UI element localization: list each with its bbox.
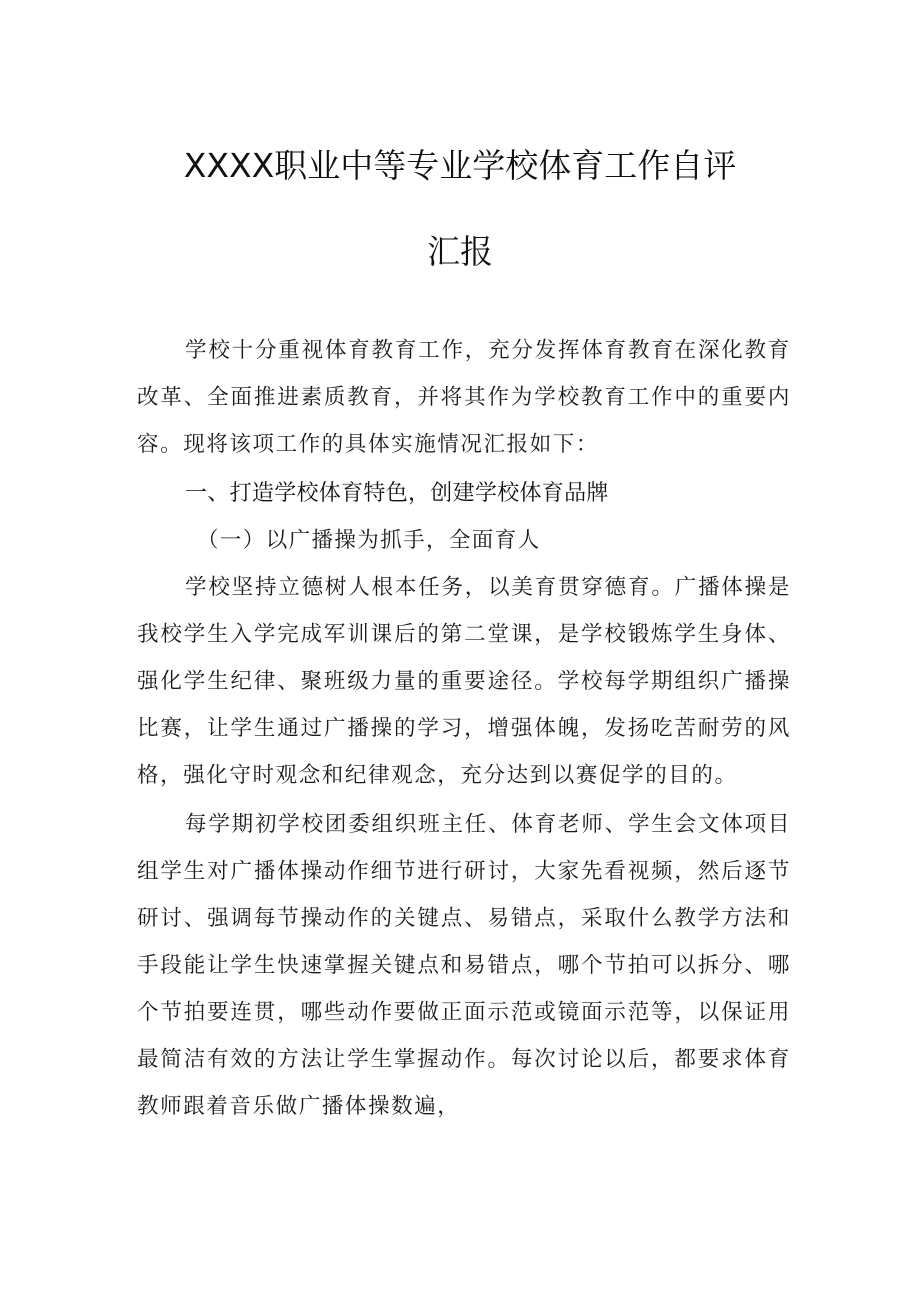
body-paragraph-3: 每学期初学校团委组织班主任、体育老师、学生会文体项目组学生对广播体操动作细节进行研讨，大家先看视频，然后逐节研讨、强调每节操动作的关键点、易错点，采取什么教学方法和手段能让学生快速掌握关键点和易错点，哪个节拍可以拆分、哪个节拍要连贯，哪些动作要做正面示范或镜面示范等，以保证用最简洁有效的方法让学生掌握动作。每次讨论以后，都要求体育教师跟着音乐做广播体操数遍， — [137, 812, 791, 1119]
section-heading-1: 一、打造学校体育特色，创建学校体育品牌 — [185, 481, 609, 506]
body-paragraph-2: 学校坚持立德树人根本任务，以美育贯穿德育。广播体操是我校学生入学完成军训课后的第二堂课，是学校锻炼学生身体、强化学生纪律、聚班级力量的重要途径。学校每学期组织广播操比赛，让学生通过广播操的学习，增强体魄，发扬吃苦耐劳的风格，强化守时观念和纪律观念，充分达到以赛促学的目的。 — [137, 575, 791, 788]
document-title-line-1: XXXX职业中等专业学校体育工作自评 — [183, 146, 737, 185]
document-title-line-2: 汇报 — [427, 232, 493, 271]
intro-paragraph: 学校十分重视体育教育工作，充分发挥体育教育在深化教育改革、全面推进素质教育，并将其作为学校教育工作中的重要内容。现将该项工作的具体实施情况汇报如下： — [137, 338, 791, 457]
subsection-heading-1: （一）以广播操为抓手，全面育人 — [197, 528, 541, 553]
